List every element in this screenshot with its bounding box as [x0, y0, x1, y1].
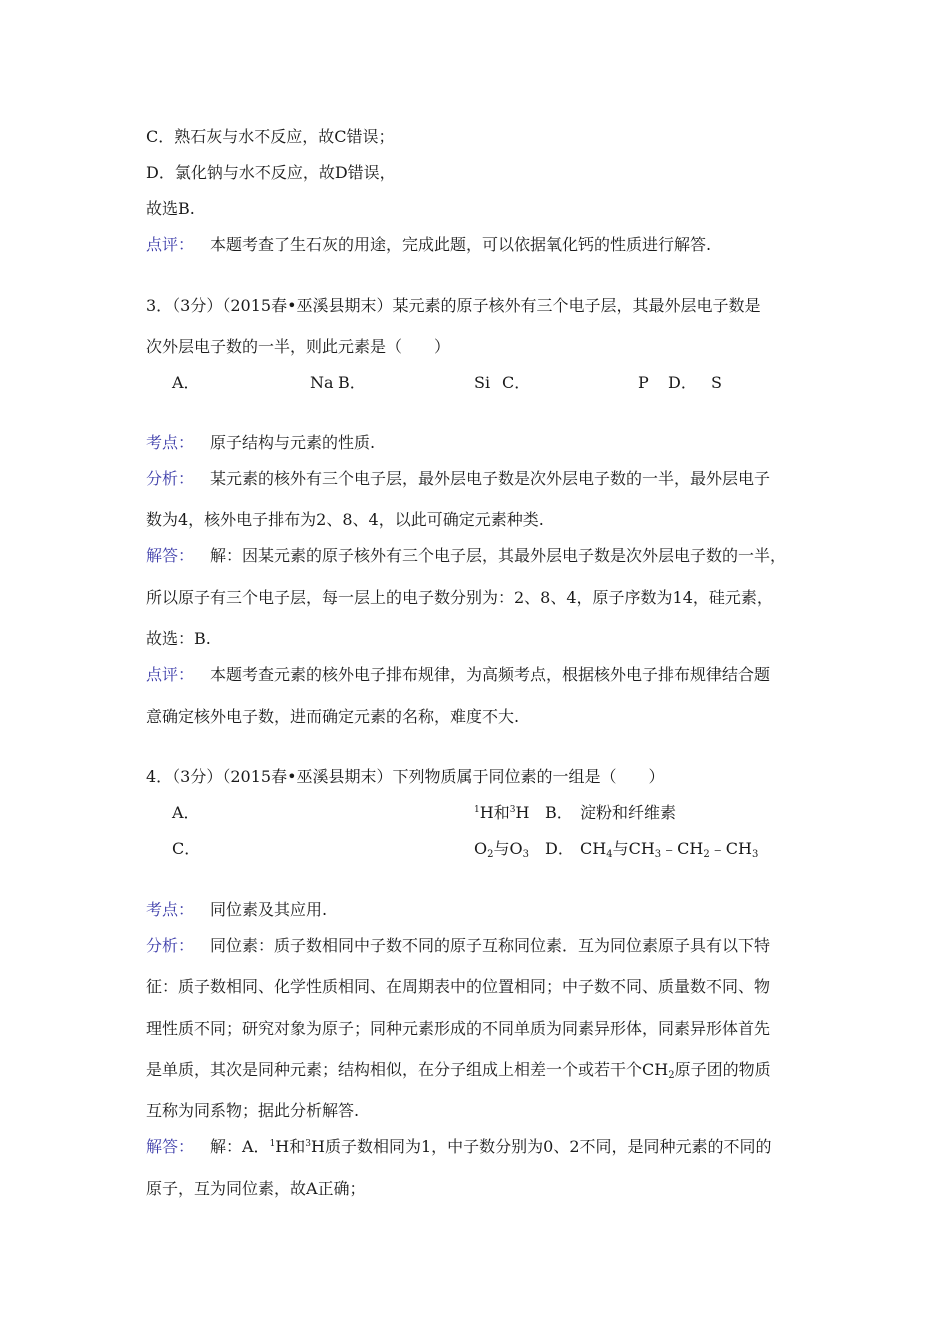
solution-label: 解答：	[146, 546, 195, 565]
q3-review-line2: 意确定核外电子数，进而确定元素的名称，难度不大.	[146, 707, 520, 726]
solution-text: 解：A．$^1$H和$^3$H质子数相同为1，中子数分别为0、2不同，是同种元素的不同的	[210, 1137, 772, 1156]
review-text: 本题考查了生石灰的用途，完成此题，可以依据氧化钙的性质进行解答.	[210, 235, 712, 254]
q4-option-b-label: B．	[545, 803, 573, 822]
q3-review-row	[146, 664, 770, 686]
q3-option-d-label: D．	[668, 373, 697, 392]
q4-analysis-line2: 征：质子数相同、化学性质相同、在周期表中的位置相同；中子数不同、质量数不同、物	[146, 977, 771, 996]
option-d-explanation: D．氯化钠与水不反应，故D错误，	[146, 163, 396, 182]
q4-option-b-value: 淀粉和纤维素	[580, 803, 677, 822]
review-text: 本题考查元素的核外电子排布规律，为高频考点，根据核外电子排布规律结合题	[210, 665, 771, 684]
q4-solution-row	[146, 1136, 772, 1158]
q4-analysis-line4: 是单质，其次是同种元素；结构相似，在分子组成上相差一个或若干个$CH_2$原子团的物质	[146, 1060, 771, 1081]
q4-stem: 4．（3分）（2015春•巫溪县期末）下列物质属于同位素的一组是（ ）	[146, 767, 665, 786]
answer-choice: 故选B.	[146, 199, 195, 218]
analysis-text: 某元素的核外有三个电子层，最外层电子数是次外层电子数的一半，最外层电子	[210, 469, 771, 488]
q4-option-a-label: A．	[172, 803, 200, 822]
q3-stem-line2: 次外层电子数的一半，则此元素是（ ）	[146, 337, 451, 356]
option-c-explanation: C．熟石灰与水不反应，故C错误；	[146, 127, 395, 146]
q4-keypoint-row	[146, 899, 327, 921]
q3-option-c-value: P	[638, 373, 649, 392]
q4-analysis-line5: 互称为同系物；据此分析解答.	[146, 1101, 360, 1120]
q3-option-a-label: A．	[172, 373, 200, 392]
analysis-label: 分析：	[146, 469, 195, 488]
keypoint-text: 原子结构与元素的性质.	[210, 433, 376, 452]
solution-text: 解：因某元素的原子核外有三个电子层，其最外层电子数是次外层电子数的一半，	[210, 546, 787, 565]
review-row	[146, 234, 711, 256]
q4-option-d-label: D．	[545, 839, 574, 858]
keypoint-label: 考点：	[146, 433, 195, 452]
review-label: 点评：	[146, 235, 195, 254]
keypoint-text: 同位素及其应用.	[210, 900, 328, 919]
q4-solution-line2: 原子，互为同位素，故A正确；	[146, 1179, 366, 1198]
q4-analysis-line3: 理性质不同；研究对象为原子；同种元素形成的不同单质为同素异形体，同素异形体首先	[146, 1019, 771, 1038]
analysis-label: 分析：	[146, 936, 195, 955]
q4-option-c-value: $O_2$与$O_3$	[474, 839, 529, 860]
q3-option-d-value: S	[711, 373, 722, 392]
q3-solution-line3: 故选：B.	[146, 629, 211, 648]
q3-option-b-label: B．	[338, 373, 366, 392]
q4-analysis-row	[146, 935, 770, 957]
q3-option-b-value: Si	[474, 373, 491, 392]
q3-stem-line1: 3．（3分）（2015春•巫溪县期末）某元素的原子核外有三个电子层，其最外层电子数是	[146, 296, 761, 315]
q3-analysis-row	[146, 468, 770, 490]
keypoint-label: 考点：	[146, 900, 195, 919]
solution-label: 解答：	[146, 1137, 195, 1156]
q4-option-a-value: $^1$H和$^3$H	[474, 803, 530, 822]
q3-analysis-line2: 数为4，核外电子排布为2、8、4，以此可确定元素种类.	[146, 510, 544, 529]
q3-solution-line2: 所以原子有三个电子层，每一层上的电子数分别为：2、8、4，原子序数为14，硅元素，	[146, 588, 773, 607]
q3-solution-row	[146, 545, 786, 567]
q4-option-d-value: $CH_4$与$CH_3﹣CH_2﹣CH_3$	[580, 839, 759, 860]
q3-keypoint-row	[146, 432, 375, 454]
q3-option-c-label: C．	[502, 373, 531, 392]
review-label: 点评：	[146, 665, 195, 684]
q3-option-a-value: Na	[310, 373, 334, 392]
q4-option-c-label: C．	[172, 839, 201, 858]
analysis-text: 同位素：质子数相同中子数不同的原子互称同位素．互为同位素原子具有以下特	[210, 936, 771, 955]
